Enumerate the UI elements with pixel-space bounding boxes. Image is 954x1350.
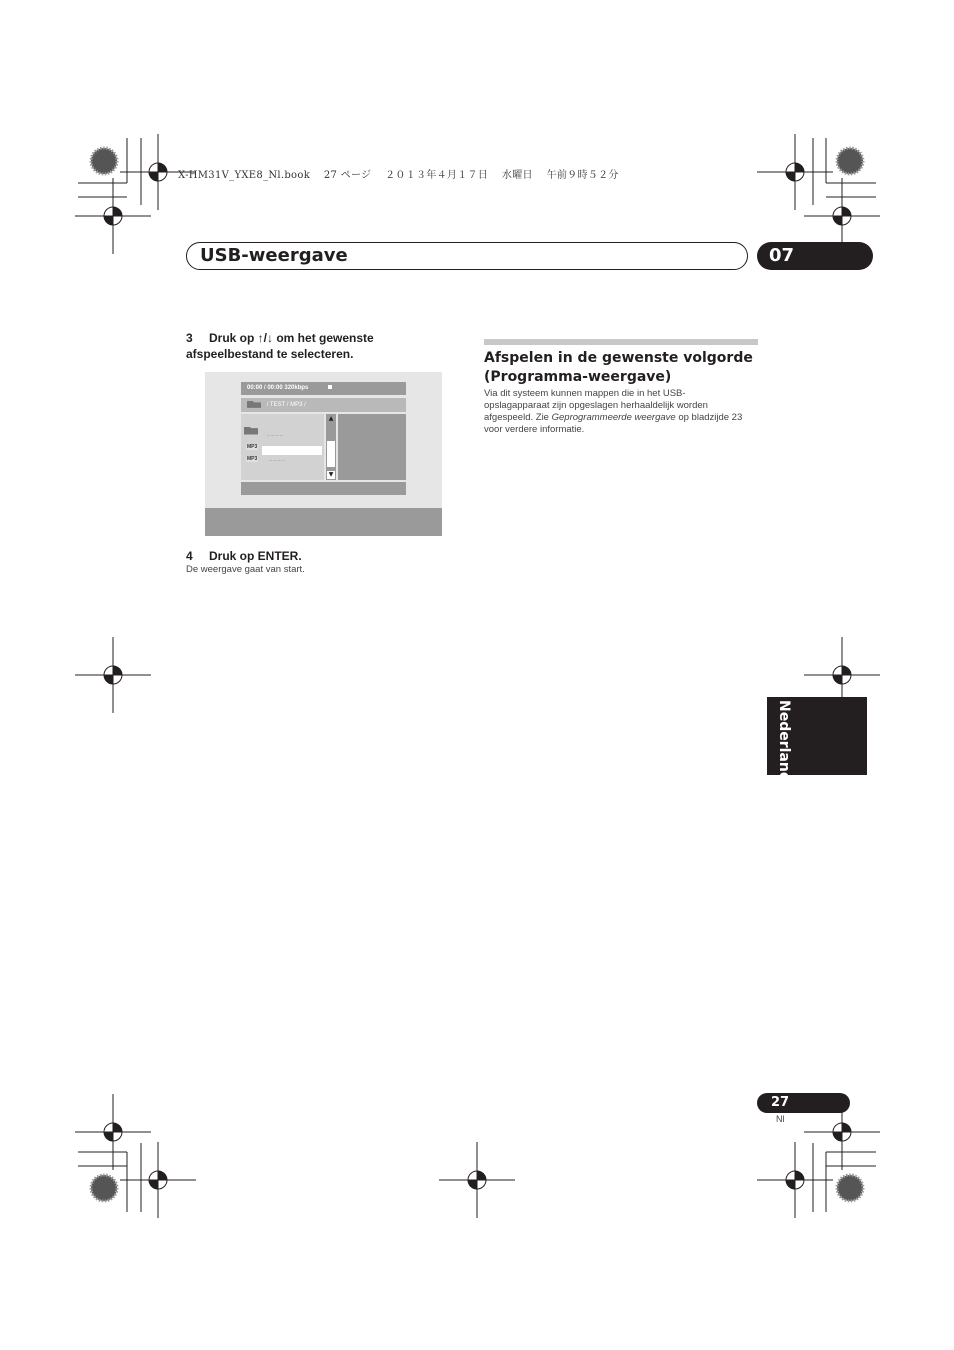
step-text: om het gewenste — [273, 331, 374, 345]
step-text: Druk op — [209, 331, 258, 345]
preview-pane — [338, 414, 406, 480]
mp3-icon: MP3 — [247, 456, 258, 462]
mp3-icon: MP3 — [247, 444, 258, 450]
step-4-description: De weergave gaat van start. — [186, 564, 305, 575]
page-number: 27 — [757, 1093, 850, 1113]
language-tab-text: Nederlands — [776, 700, 792, 791]
step-3 — [186, 330, 446, 362]
list-item-label: _ _ _ _ — [269, 456, 285, 462]
step-text-line2: afspeelbestand te selecteren. — [186, 347, 354, 361]
section-title-line1: Afspelen in de gewenste volgorde — [484, 350, 753, 366]
folder-path: / TEST / MP3 / — [266, 402, 306, 408]
chapter-number: 07 — [757, 242, 873, 270]
body-line: opslagapparaat zijn opgeslagen herhaaldelijk worden — [484, 400, 708, 411]
print-header: X-HM31V_YXE8_Nl.book 27 ページ ２０１３年４月１７日 水曜日 午前９時５２分 — [178, 170, 619, 181]
section-title — [484, 349, 774, 387]
section-rule — [484, 339, 758, 345]
stop-icon — [328, 385, 332, 389]
body-line: op bladzijde 23 — [675, 412, 743, 423]
folder-icon — [247, 401, 261, 408]
list-item-label: _ _ _ _ — [267, 431, 283, 437]
scroll-down-icon[interactable]: ▼ — [328, 471, 334, 478]
scroll-up-icon[interactable]: ▲ — [328, 415, 334, 422]
arrow-up-down-icon: ↑/↓ — [257, 331, 274, 345]
screen-status-bar — [241, 382, 406, 395]
step-4 — [186, 548, 302, 564]
playback-status: 00:00 / 00:00 320kbps — [247, 385, 309, 391]
language-tab-label — [772, 698, 792, 791]
body-line: afgespeeld. Zie — [484, 412, 552, 423]
list-item-selected[interactable] — [246, 445, 285, 464]
section-title-line2: (Programma-weergave) — [484, 369, 672, 385]
body-line: Via dit systeem kunnen mappen die in het USB- — [484, 388, 686, 399]
step-number: 3 — [186, 331, 193, 345]
step-number: 4 — [186, 549, 193, 563]
chapter-title: USB-weergave — [200, 245, 348, 266]
screen-info-bar — [241, 482, 406, 495]
screen-footer-bar — [205, 508, 442, 536]
step-text: Druk op ENTER. — [209, 549, 302, 563]
cross-reference-link[interactable]: Geprogrammeerde weergave — [551, 412, 676, 423]
screen-path-bar — [241, 398, 406, 412]
page-language-code: Nl — [776, 1114, 785, 1124]
body-line: voor verdere informatie. — [484, 424, 585, 435]
section-body — [484, 388, 774, 436]
